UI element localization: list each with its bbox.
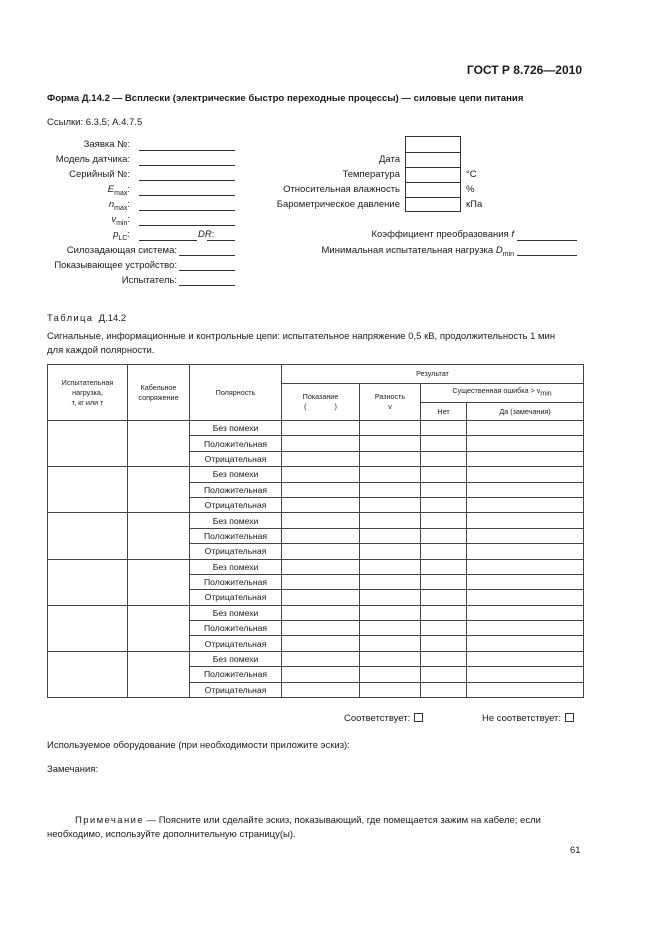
header-difference (360, 384, 421, 421)
error-yes-cell[interactable] (467, 544, 584, 559)
n-max-symbol: n (108, 199, 115, 210)
min-load-symbol: D (495, 245, 503, 256)
reading-cell[interactable] (282, 421, 360, 436)
tester-label: Испытатель: (121, 275, 177, 286)
v-min-symbol: v (111, 214, 117, 225)
difference-cell[interactable] (360, 497, 421, 512)
error-yes-cell[interactable] (467, 682, 584, 697)
polarity-cell: Положительная (190, 482, 282, 497)
dr-colon: : (211, 229, 215, 240)
temperature-cell-divider (406, 167, 460, 168)
polarity-cell: Без помехи (190, 651, 282, 666)
dr-label (198, 229, 214, 240)
remarks-label: Замечания: (47, 764, 99, 775)
e-max-field[interactable] (139, 195, 235, 196)
polarity-cell: Положительная (190, 574, 282, 589)
load-cell[interactable] (48, 605, 128, 651)
note-line1 (75, 815, 541, 826)
reading-cell[interactable] (282, 590, 360, 605)
header-reading-line1: Показание (302, 392, 339, 401)
error-no-cell[interactable] (421, 636, 467, 651)
note-label: Примечание (75, 815, 144, 826)
error-no-cell[interactable] (421, 544, 467, 559)
header-difference-line2: v (388, 402, 392, 411)
note-line2: необходимо, используйте дополнительную страницу(ы). (47, 829, 296, 840)
equipment-text: Используемое оборудование (при необходимости приложите эскиз): (47, 740, 350, 751)
p-lc-symbol: p (113, 229, 119, 240)
n-max-label (109, 199, 130, 212)
reading-cell[interactable] (282, 497, 360, 512)
reading-cell[interactable] (282, 605, 360, 620)
pressure-cell-divider (406, 197, 460, 198)
humidity-label: Относительная влажность (283, 184, 400, 195)
pressure-unit: кПа (466, 199, 483, 210)
table-body (48, 421, 584, 698)
difference-cell[interactable] (360, 544, 421, 559)
error-yes-cell[interactable] (467, 467, 584, 482)
header-reading (282, 384, 360, 421)
polarity-cell: Отрицательная (190, 451, 282, 466)
polarity-cell: Без помехи (190, 559, 282, 574)
n-max-colon: : (127, 199, 130, 210)
load-cell[interactable] (48, 467, 128, 513)
difference-cell[interactable] (360, 667, 421, 682)
table-caption-number: Д.14.2 (98, 313, 127, 324)
e-max-colon: : (127, 184, 130, 195)
error-no-cell[interactable] (421, 436, 467, 451)
p-lc-colon: : (127, 229, 130, 240)
min-load-label (322, 245, 514, 258)
reading-cell[interactable] (282, 436, 360, 451)
conv-coef-text: Коэффициент преобразования (371, 229, 509, 240)
error-yes-cell[interactable] (467, 421, 584, 436)
note-text: — Поясните или сделайте эскиз, показывающий, где помещается зажим на кабеле; если (144, 815, 541, 826)
table-row (48, 513, 584, 528)
error-no-cell[interactable] (421, 559, 467, 574)
not-complies-checkbox[interactable] (565, 713, 574, 722)
reading-cell[interactable] (282, 621, 360, 636)
error-no-cell[interactable] (421, 421, 467, 436)
conv-coef-label (371, 229, 514, 240)
error-yes-cell[interactable] (467, 559, 584, 574)
polarity-cell: Отрицательная (190, 636, 282, 651)
form-title: Форма Д.14.2 — Всплески (электрические быстро переходные процессы) — силовые цепи питания (47, 93, 524, 104)
header-load-line1: Испытательная (61, 377, 114, 387)
header-cable-line2: сопряжение (138, 392, 179, 402)
complies-label (344, 713, 423, 724)
reading-cell[interactable] (282, 667, 360, 682)
polarity-cell: Положительная (190, 436, 282, 451)
header-error-text: Существенная ошибка > v (452, 386, 541, 396)
error-yes-cell[interactable] (467, 621, 584, 636)
header-load-line2: нагрузка, (72, 387, 103, 397)
e-max-label (108, 184, 130, 197)
error-no-cell[interactable] (421, 667, 467, 682)
load-cell[interactable] (48, 513, 128, 559)
reading-cell[interactable] (282, 544, 360, 559)
error-no-cell[interactable] (421, 605, 467, 620)
difference-cell[interactable] (360, 451, 421, 466)
difference-cell[interactable] (360, 605, 421, 620)
header-reading-line2: ( ) (304, 402, 337, 411)
polarity-cell: Без помехи (190, 513, 282, 528)
page-number: 61 (570, 845, 581, 856)
references: Ссылки: 6.3.5; А.4.7.5 (47, 117, 143, 128)
polarity-cell: Отрицательная (190, 590, 282, 605)
force-system-field[interactable] (179, 255, 235, 256)
e-max-symbol: E (107, 184, 115, 195)
p-lc-field[interactable] (139, 240, 197, 241)
serial-no-field[interactable] (139, 180, 235, 181)
header-result: Результат (282, 365, 584, 384)
error-yes-cell[interactable] (467, 436, 584, 451)
error-yes-cell[interactable] (467, 528, 584, 543)
difference-cell[interactable] (360, 559, 421, 574)
table-description-1: Сигнальные, информационные и контрольные цепи: испытательное напряжение 0,5 кВ, продолжительность 1 мин (47, 331, 556, 342)
cable-cell[interactable] (128, 513, 190, 559)
header-cable-line1: Кабельное (140, 382, 177, 392)
polarity-cell: Отрицательная (190, 544, 282, 559)
header-error-subscript: min (540, 390, 552, 398)
polarity-cell: Положительная (190, 667, 282, 682)
min-load-text: Минимальная испытательная нагрузка (321, 245, 494, 256)
error-yes-cell[interactable] (467, 574, 584, 589)
error-no-cell[interactable] (421, 513, 467, 528)
header-cable (128, 365, 190, 421)
reading-cell[interactable] (282, 513, 360, 528)
p-lc-subscript: LC (118, 234, 128, 242)
polarity-cell: Без помехи (190, 467, 282, 482)
complies-checkbox[interactable] (414, 713, 423, 722)
error-no-cell[interactable] (421, 528, 467, 543)
polarity-cell: Без помехи (190, 605, 282, 620)
conv-coef-field[interactable] (517, 240, 577, 241)
error-yes-cell[interactable] (467, 605, 584, 620)
error-no-cell[interactable] (421, 497, 467, 512)
reading-cell[interactable] (282, 574, 360, 589)
difference-cell[interactable] (360, 467, 421, 482)
cable-cell[interactable] (128, 651, 190, 697)
error-yes-cell[interactable] (467, 497, 584, 512)
not-complies-label (482, 713, 574, 724)
polarity-cell: Отрицательная (190, 682, 282, 697)
header-polarity: Полярность (190, 365, 282, 421)
not-complies-text: Не соответствует: (482, 713, 562, 724)
difference-cell[interactable] (360, 574, 421, 589)
min-load-subscript: min (502, 250, 514, 258)
difference-cell[interactable] (360, 528, 421, 543)
serial-no-label: Серийный №: (69, 169, 130, 180)
polarity-cell: Положительная (190, 621, 282, 636)
complies-text: Соответствует: (344, 713, 411, 724)
error-no-cell[interactable] (421, 590, 467, 605)
min-load-field[interactable] (517, 255, 577, 256)
table-description-2: для каждой полярности. (47, 345, 155, 356)
error-no-cell[interactable] (421, 574, 467, 589)
polarity-cell: Отрицательная (190, 497, 282, 512)
header-error (421, 384, 584, 403)
test-results-table (47, 364, 584, 698)
cable-cell[interactable] (128, 559, 190, 605)
load-cell[interactable] (48, 651, 128, 697)
error-no-cell[interactable] (421, 467, 467, 482)
reading-cell[interactable] (282, 682, 360, 697)
force-system-label: Силозадающая система: (66, 245, 177, 256)
v-min-subscript: min (116, 219, 128, 227)
date-cell-divider (406, 152, 460, 153)
error-yes-cell[interactable] (467, 590, 584, 605)
error-yes-cell[interactable] (467, 482, 584, 497)
conditions-box[interactable] (405, 136, 461, 212)
order-no-label: Заявка №: (83, 139, 130, 150)
difference-cell[interactable] (360, 513, 421, 528)
reading-cell[interactable] (282, 559, 360, 574)
error-yes-cell[interactable] (467, 451, 584, 466)
temperature-label: Температура (342, 169, 400, 180)
dr-symbol: DR (198, 229, 212, 240)
difference-cell[interactable] (360, 590, 421, 605)
error-yes-cell[interactable] (467, 651, 584, 666)
error-no-cell[interactable] (421, 651, 467, 666)
conv-coef-symbol: f (511, 229, 514, 240)
cable-cell[interactable] (128, 467, 190, 513)
table-row (48, 467, 584, 482)
load-cell[interactable] (48, 421, 128, 467)
standard-number: ГОСТ Р 8.726—2010 (466, 63, 582, 77)
reading-cell[interactable] (282, 651, 360, 666)
table-row (48, 605, 584, 620)
date-label: Дата (378, 154, 400, 165)
header-difference-line1: Разность (374, 392, 406, 401)
table-row (48, 651, 584, 666)
error-no-cell[interactable] (421, 682, 467, 697)
v-min-field[interactable] (139, 225, 235, 226)
error-yes-cell[interactable] (467, 636, 584, 651)
cable-cell[interactable] (128, 421, 190, 467)
indicator-label: Показывающее устройство: (54, 260, 177, 271)
v-min-label (111, 214, 130, 227)
reading-cell[interactable] (282, 528, 360, 543)
table-row (48, 421, 584, 436)
polarity-cell: Без помехи (190, 421, 282, 436)
header-load-line3: т, кг или т (71, 397, 104, 407)
table-row (48, 559, 584, 574)
sensor-model-field[interactable] (139, 165, 235, 166)
difference-cell[interactable] (360, 482, 421, 497)
indicator-field[interactable] (179, 270, 235, 271)
reading-cell[interactable] (282, 451, 360, 466)
tester-field[interactable] (179, 285, 235, 286)
p-lc-label (113, 229, 130, 242)
header-yes: Да (замечания) (467, 403, 584, 421)
error-no-cell[interactable] (421, 621, 467, 636)
humidity-unit: % (466, 184, 475, 195)
e-max-subscript: max (114, 189, 128, 197)
error-no-cell[interactable] (421, 482, 467, 497)
difference-cell[interactable] (360, 651, 421, 666)
difference-cell[interactable] (360, 636, 421, 651)
table-caption (47, 313, 126, 324)
difference-cell[interactable] (360, 682, 421, 697)
temperature-unit: °C (466, 169, 477, 180)
n-max-subscript: max (114, 204, 128, 212)
error-yes-cell[interactable] (467, 513, 584, 528)
polarity-cell: Положительная (190, 528, 282, 543)
cable-cell[interactable] (128, 605, 190, 651)
reading-cell[interactable] (282, 636, 360, 651)
error-yes-cell[interactable] (467, 667, 584, 682)
reading-cell[interactable] (282, 482, 360, 497)
pressure-label: Барометрическое давление (276, 199, 400, 210)
v-min-colon: : (127, 214, 130, 225)
dr-field[interactable] (207, 240, 235, 241)
header-load (48, 365, 128, 421)
load-cell[interactable] (48, 559, 128, 605)
header-no: Нет (421, 403, 467, 421)
humidity-cell-divider (406, 182, 460, 183)
n-max-field[interactable] (139, 210, 235, 211)
difference-cell[interactable] (360, 436, 421, 451)
table-caption-label: Таблица (47, 313, 94, 324)
reading-cell[interactable] (282, 467, 360, 482)
difference-cell[interactable] (360, 421, 421, 436)
sensor-model-label: Модель датчика: (55, 154, 130, 165)
order-no-field[interactable] (139, 150, 235, 151)
difference-cell[interactable] (360, 621, 421, 636)
error-no-cell[interactable] (421, 451, 467, 466)
